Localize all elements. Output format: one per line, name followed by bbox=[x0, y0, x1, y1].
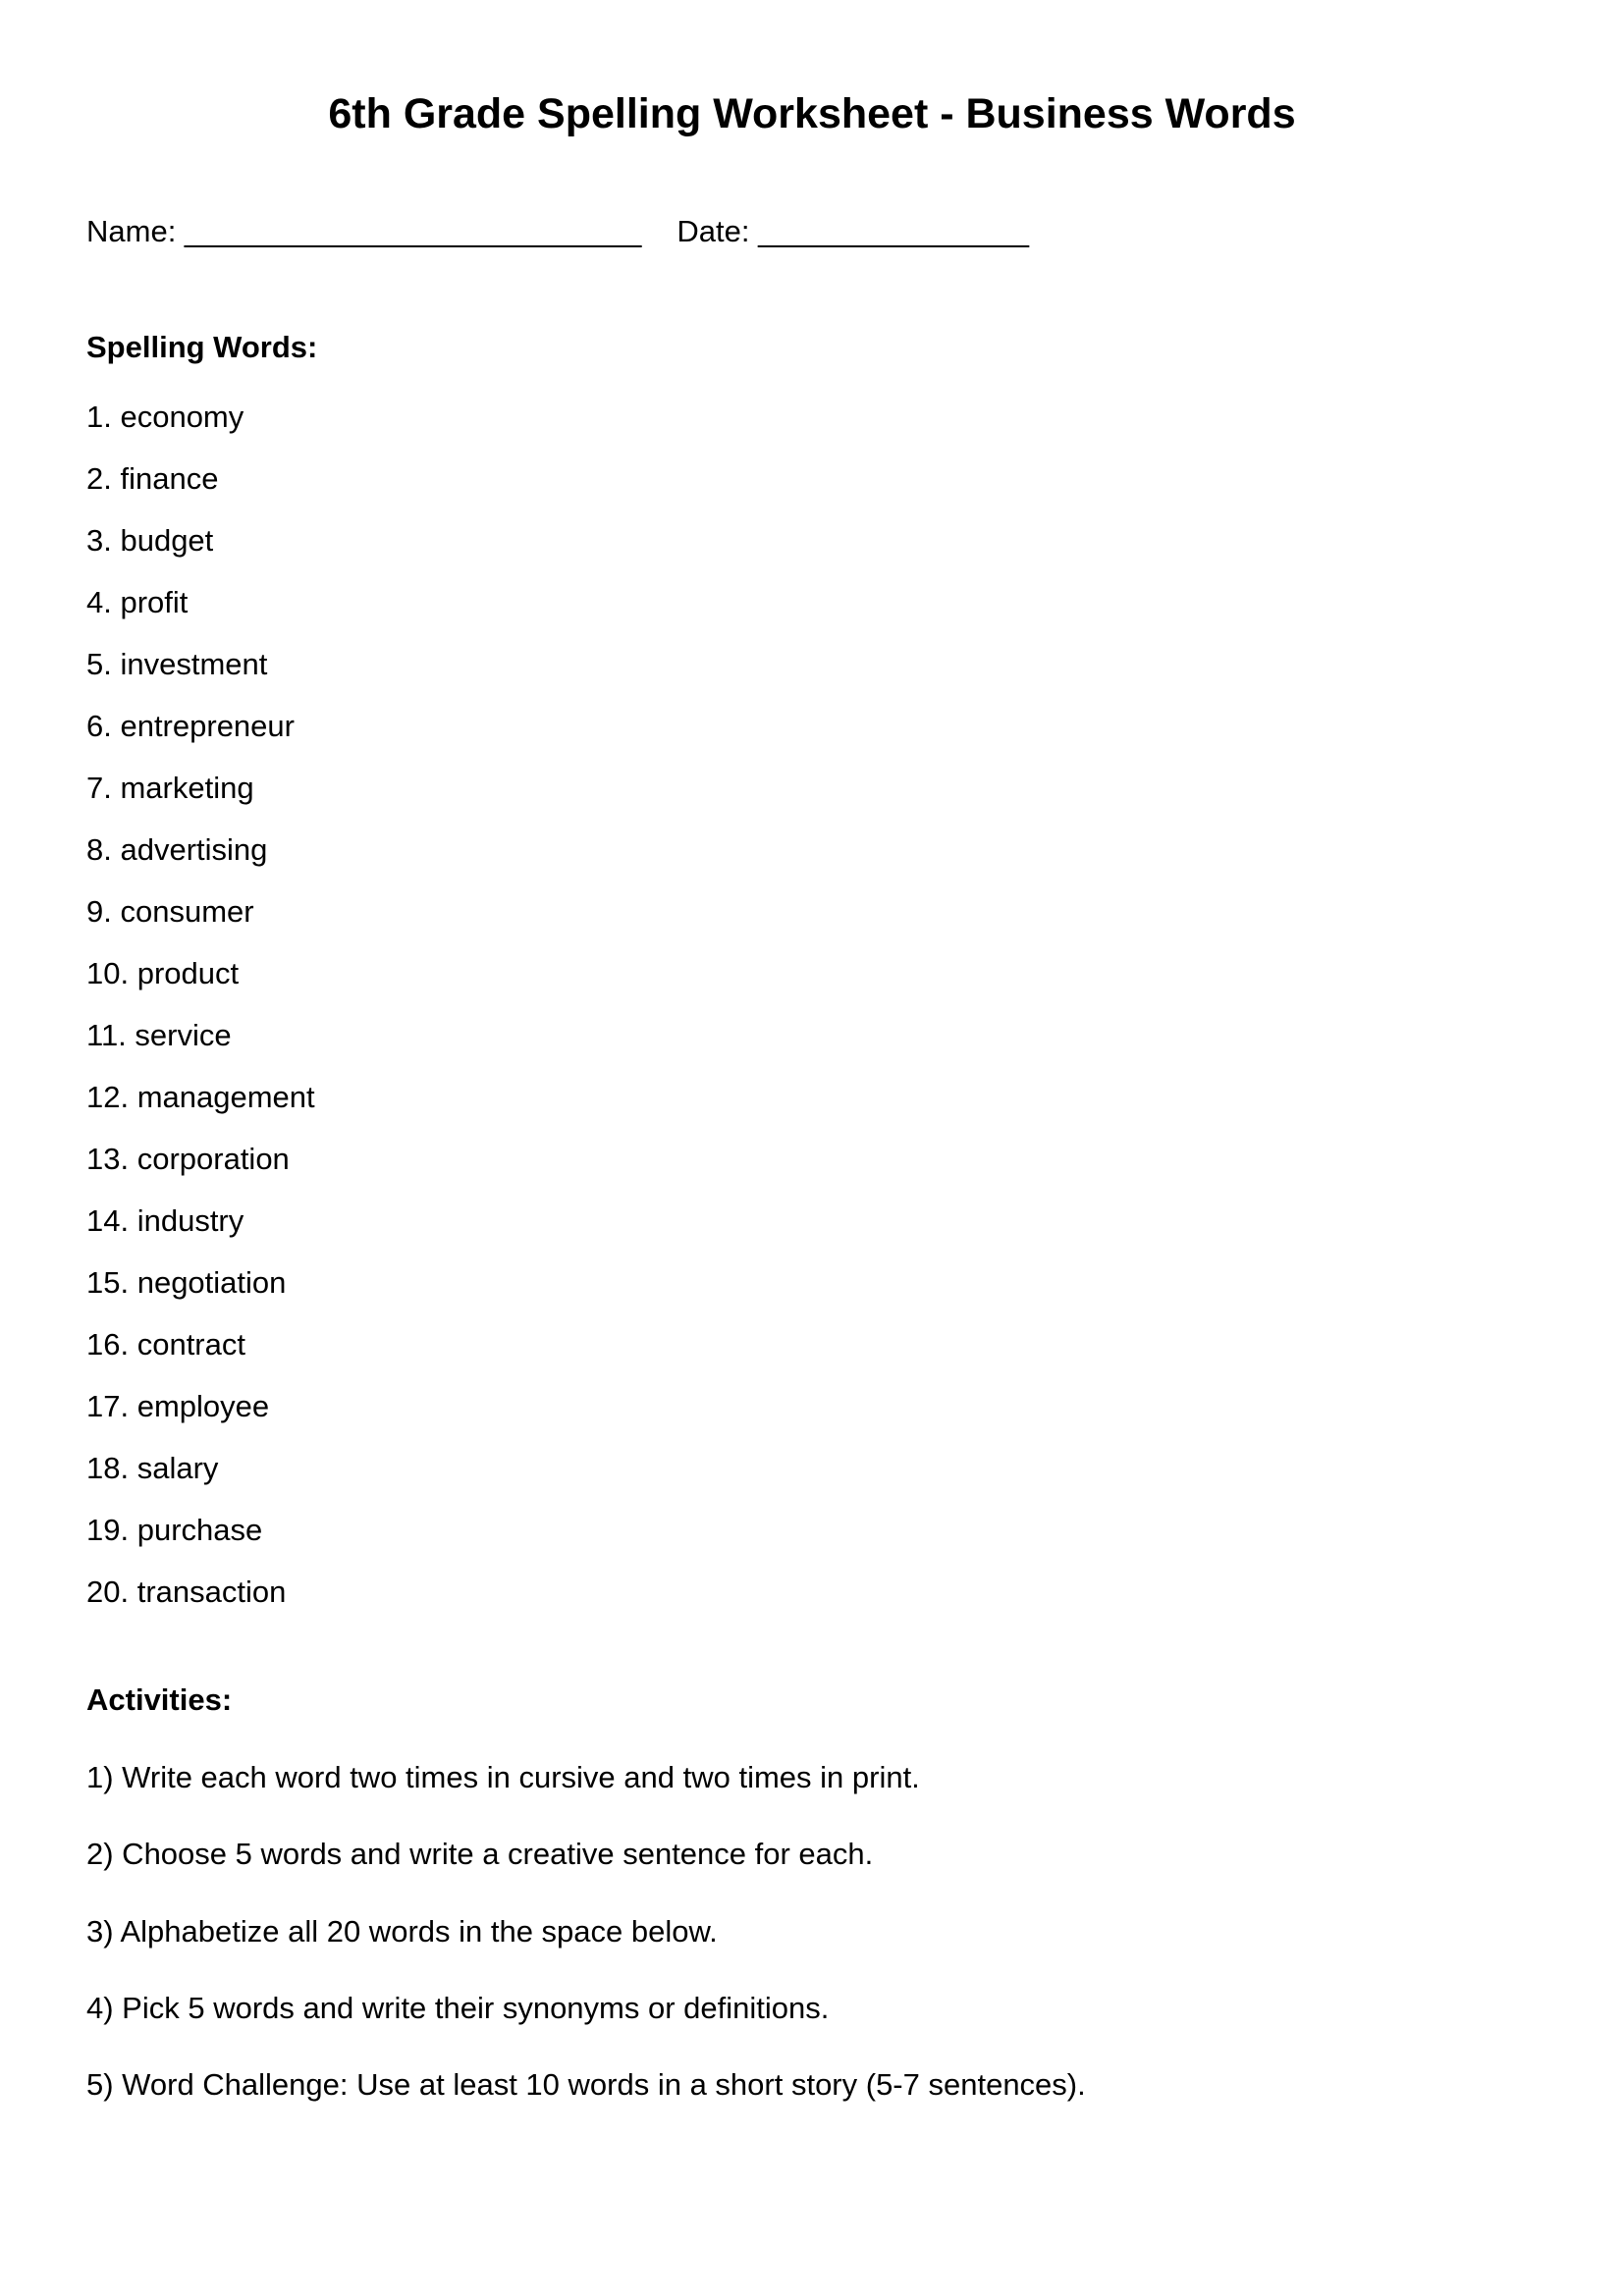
spelling-word-item: 1. economy bbox=[86, 400, 244, 434]
spelling-word-item: 6. entrepreneur bbox=[86, 709, 295, 743]
spelling-word-item: 9. consumer bbox=[86, 894, 254, 929]
activities-heading: Activities: bbox=[86, 1682, 233, 1717]
spelling-word-item: 17. employee bbox=[86, 1389, 270, 1423]
spelling-word-item: 12. management bbox=[86, 1080, 315, 1114]
activity-item: 3) Alphabetize all 20 words in the space below. bbox=[86, 1914, 718, 1949]
page-title: 6th Grade Spelling Worksheet - Business Words bbox=[328, 90, 1296, 137]
date-blank[interactable]: ________________ bbox=[758, 214, 1029, 248]
spelling-word-item: 5. investment bbox=[86, 647, 268, 681]
spelling-word-item: 2. finance bbox=[86, 461, 219, 496]
spelling-word-item: 16. contract bbox=[86, 1327, 245, 1362]
activity-item: 1) Write each word two times in cursive and two times in print. bbox=[86, 1760, 920, 1794]
spelling-word-item: 3. budget bbox=[86, 523, 214, 558]
spelling-word-item: 19. purchase bbox=[86, 1513, 263, 1547]
name-label: Name: bbox=[86, 214, 185, 248]
spelling-word-item: 18. salary bbox=[86, 1451, 219, 1485]
spelling-word-item: 4. profit bbox=[86, 585, 189, 619]
spelling-word-item: 20. transaction bbox=[86, 1575, 287, 1609]
spelling-words-heading: Spelling Words: bbox=[86, 330, 318, 364]
activity-item: 5) Word Challenge: Use at least 10 words in a short story (5-7 sentences). bbox=[86, 2067, 1086, 2102]
spelling-word-item: 13. corporation bbox=[86, 1142, 290, 1176]
spelling-word-item: 15. negotiation bbox=[86, 1265, 287, 1300]
spelling-word-item: 7. marketing bbox=[86, 771, 254, 805]
spelling-word-item: 14. industry bbox=[86, 1203, 244, 1238]
date-label: Date: bbox=[677, 214, 759, 248]
name-blank[interactable]: ___________________________ bbox=[184, 214, 642, 248]
activity-item: 4) Pick 5 words and write their synonyms or definitions. bbox=[86, 1991, 830, 2025]
name-date-row bbox=[86, 216, 1029, 246]
spelling-word-item: 8. advertising bbox=[86, 832, 268, 867]
spelling-word-item: 11. service bbox=[86, 1018, 232, 1052]
activity-item: 2) Choose 5 words and write a creative sentence for each. bbox=[86, 1837, 874, 1871]
spelling-word-item: 10. product bbox=[86, 956, 240, 990]
